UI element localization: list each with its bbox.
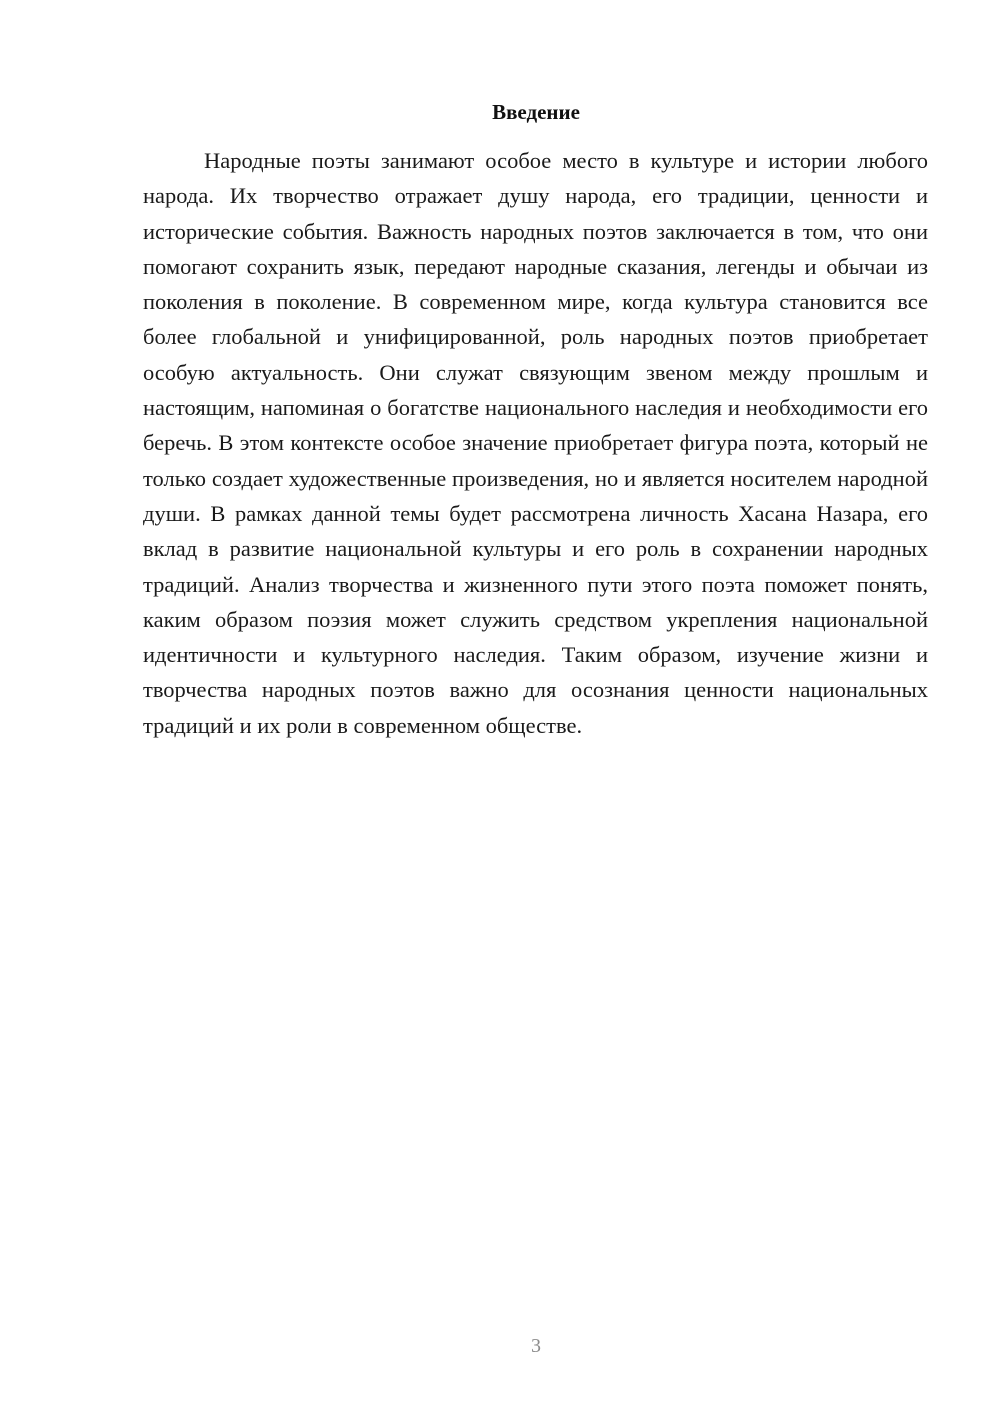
section-heading: Введение (492, 100, 580, 124)
body-paragraph: Народные поэты занимают особое место в культуре и истории любого народа. Их творчество отражает душу народа, его традиции, ценности и исторические события. Важность народных поэтов заключается в том, что они помогают сохранить язык, передают народные сказания, легенды и обычаи из поколения в поколение. В современном мире, когда культура становится все более глобальной и унифицированной, роль народных поэтов приобретает особую актуальность. Они служат связующим звеном между прошлым и настоящим, напоминая о богатстве национального наследия и необходимости его беречь. В этом контексте особое значение приобретает фигура поэта, который не только создает художественные произведения, но и является носителем народной души. В рамках данной темы будет рассмотрена личность Хасана Назара, его вклад в развитие национальной культуры и его роль в сохранении народных традиций. Анализ творчества и жизненного пути этого поэта поможет понять, каким образом поэзия может служить средством укрепления национальной идентичности и культурного наследия. Таким образом, изучение жизни и творчества народных поэтов важно для осознания ценности национальных традиций и их роли в современном обществе. (143, 148, 928, 738)
page-number: 3 (531, 1335, 541, 1357)
